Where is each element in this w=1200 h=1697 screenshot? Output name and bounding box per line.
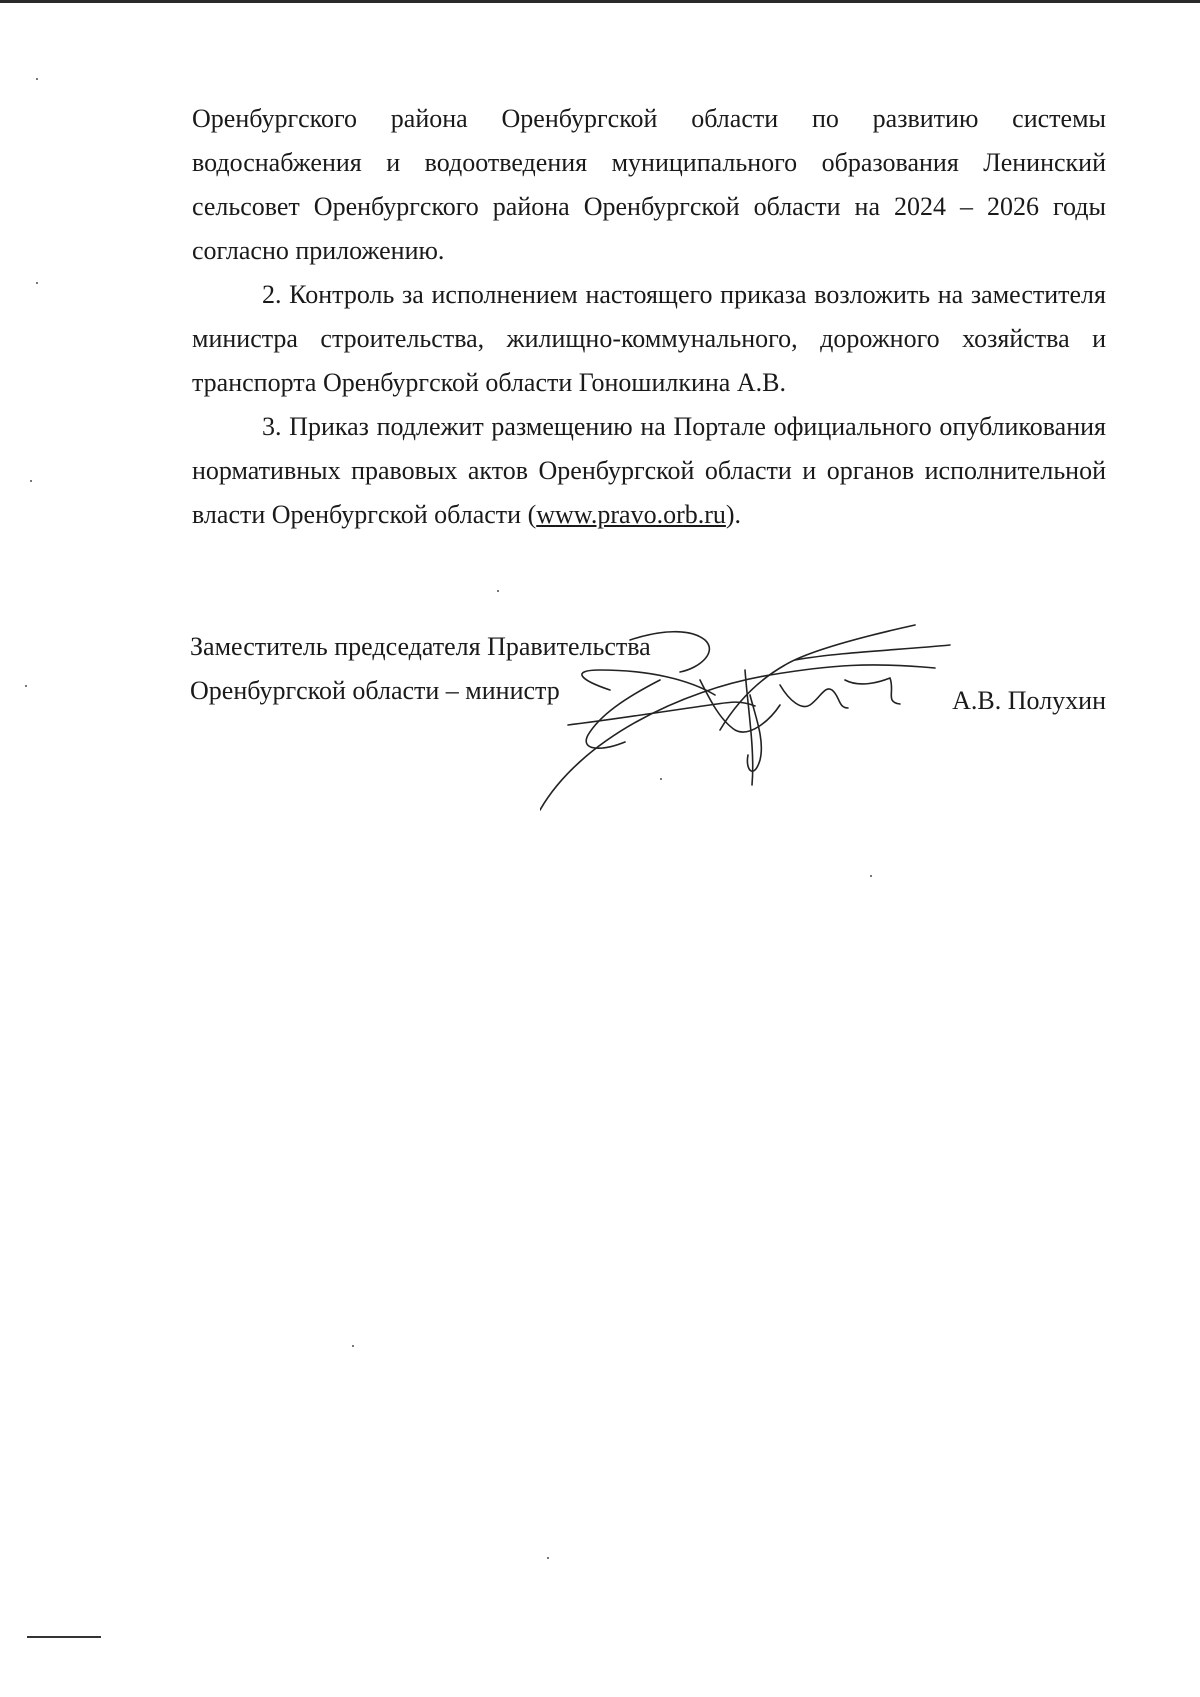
scan-top-edge xyxy=(0,0,1200,3)
handwritten-signature xyxy=(540,610,960,840)
scan-speck xyxy=(352,1345,354,1347)
scan-speck xyxy=(870,875,872,877)
paragraph-item-3-end: ). xyxy=(725,500,742,529)
portal-url-link[interactable]: www.pravo.orb.ru xyxy=(536,500,726,529)
signatory-title-1: Заместитель председателя Правительства xyxy=(190,632,651,661)
paragraph-item-3-text: 3. Приказ подлежит размещению на Портале официального опубликования нормативных правовых актов Оренбургской области и органов исполнительной власти Оренбургской области ( xyxy=(192,412,1106,529)
scan-speck xyxy=(36,282,38,284)
paragraph-continuation: Оренбургского района Оренбургской области по развитию системы водоснабжения и водоотведения муниципального образования Ленинский сельсовет Оренбургского района Оренбургской области на 2024 – 2026 годы согласно приложению. xyxy=(192,104,1106,265)
scan-speck xyxy=(30,480,32,482)
scan-speck xyxy=(36,78,38,80)
scan-speck xyxy=(497,590,499,592)
signatory-name: А.В. Полухин xyxy=(952,686,1106,715)
document-body xyxy=(192,97,1106,537)
scan-speck xyxy=(547,1557,549,1559)
signatory-title-2: Оренбургской области – министр xyxy=(190,676,560,705)
scan-speck xyxy=(660,778,662,780)
paragraph-item-3 xyxy=(192,405,1106,537)
scan-bottom-mark xyxy=(27,1636,101,1638)
paragraph-item-2: 2. Контроль за исполнением настоящего приказа возложить на заместителя министра строительства, жилищно-коммунального, дорожного хозяйства и транспорта Оренбургской области Гоношилкина А.В. xyxy=(192,280,1106,397)
scan-speck xyxy=(25,685,27,687)
